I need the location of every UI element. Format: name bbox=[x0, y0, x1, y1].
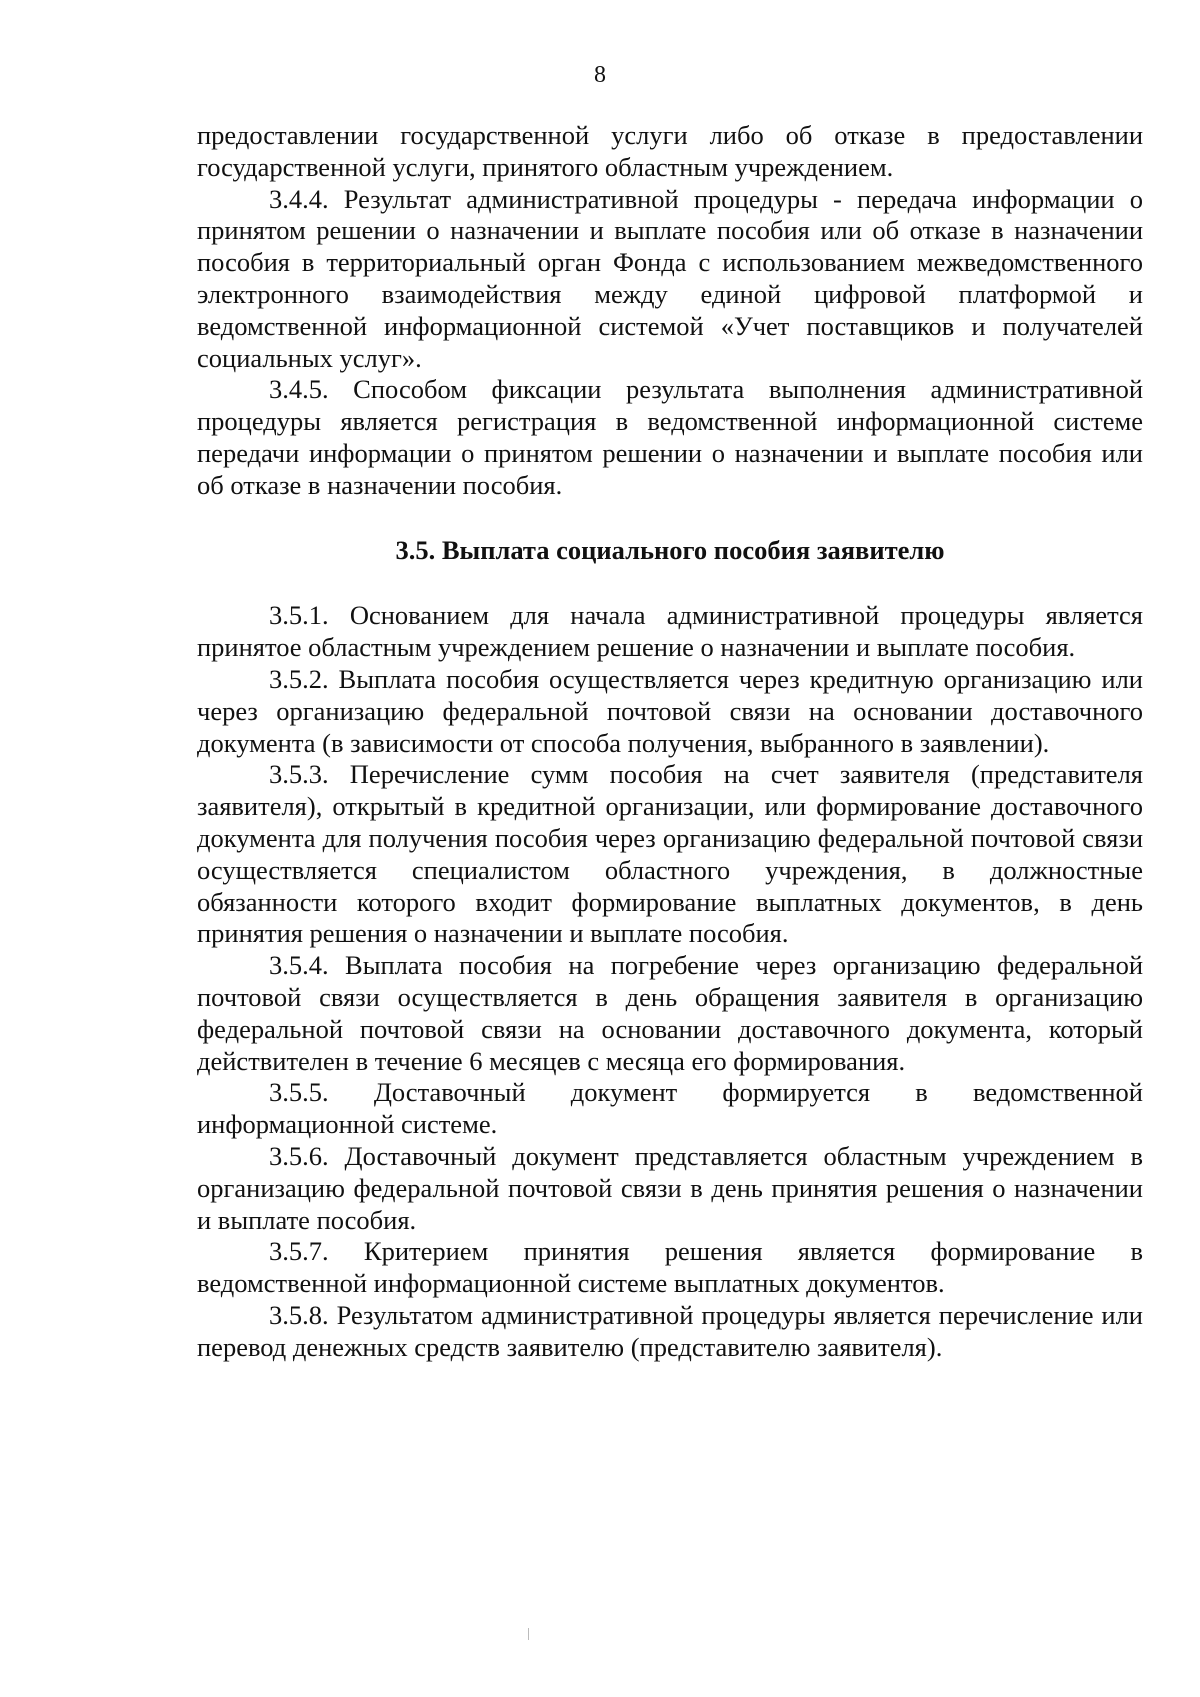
paragraph-3-5-7: 3.5.7. Критерием принятия решения является формирование в ведомственной информационной системе выплатных документов. bbox=[197, 1236, 1143, 1299]
scan-artifact bbox=[528, 1628, 529, 1640]
document-body bbox=[197, 120, 1143, 1363]
paragraph-3-4-4: 3.4.4. Результат административной процедуры - передача информации о принятом решении о назначении и выплате пособия или об отказе в назначении пособия в территориальный орган Фонда с использованием межведомственного электронного взаимодействия между единой цифровой платформой и ведомственной информационной системой «Учет поставщиков и получателей социальных услуг». bbox=[197, 183, 1143, 373]
paragraph-3-5-3: 3.5.3. Перечисление сумм пособия на счет заявителя (представителя заявителя), открытый в кредитной организации, или формирование доставочного документа для получения пособия через организацию федеральной почтовой связи осуществляется специалистом областного учреждения, в должностные обязанности которого входит формирование выплатных документов, в день принятия решения о назначении и выплате пособия. bbox=[197, 759, 1143, 949]
section-heading: 3.5. Выплата социального пособия заявителю bbox=[395, 534, 945, 565]
paragraph-3-5-5: 3.5.5. Доставочный документ формируется в ведомственной информационной системе. bbox=[197, 1077, 1143, 1140]
paragraph-3-5-1: 3.5.1. Основанием для начала административной процедуры является принятое областным учреждением решение о назначении и выплате пособия. bbox=[197, 600, 1143, 663]
paragraph-continuation: предоставлении государственной услуги либо об отказе в предоставлении государственной услуги, принятого областным учреждением. bbox=[197, 120, 1143, 182]
paragraph-3-5-6: 3.5.6. Доставочный документ представляется областным учреждением в организацию федеральной почтовой связи в день принятия решения о назначении и выплате пособия. bbox=[197, 1140, 1143, 1235]
paragraph-3-5-8: 3.5.8. Результатом административной процедуры является перечисление или перевод денежных средств заявителю (представителю заявителя). bbox=[197, 1299, 1143, 1362]
paragraph-3-4-5: 3.4.5. Способом фиксации результата выполнения административной процедуры является регистрация в ведомственной информационной системе передачи информации о принятом решении о назначении и выплате пособия или об отказе в назначении пособия. bbox=[197, 374, 1143, 500]
paragraph-3-5-2: 3.5.2. Выплата пособия осуществляется через кредитную организацию или через организацию федеральной почтовой связи на основании доставочного документа (в зависимости от способа получения, выбранного в заявлении). bbox=[197, 663, 1143, 758]
paragraph-3-5-4: 3.5.4. Выплата пособия на погребение через организацию федеральной почтовой связи осуществляется в день обращения заявителя в организацию федеральной почтовой связи на основании доставочного документа, который действителен в течение 6 месяцев с месяца его формирования. bbox=[197, 950, 1143, 1076]
page-number: 8 bbox=[594, 62, 606, 88]
